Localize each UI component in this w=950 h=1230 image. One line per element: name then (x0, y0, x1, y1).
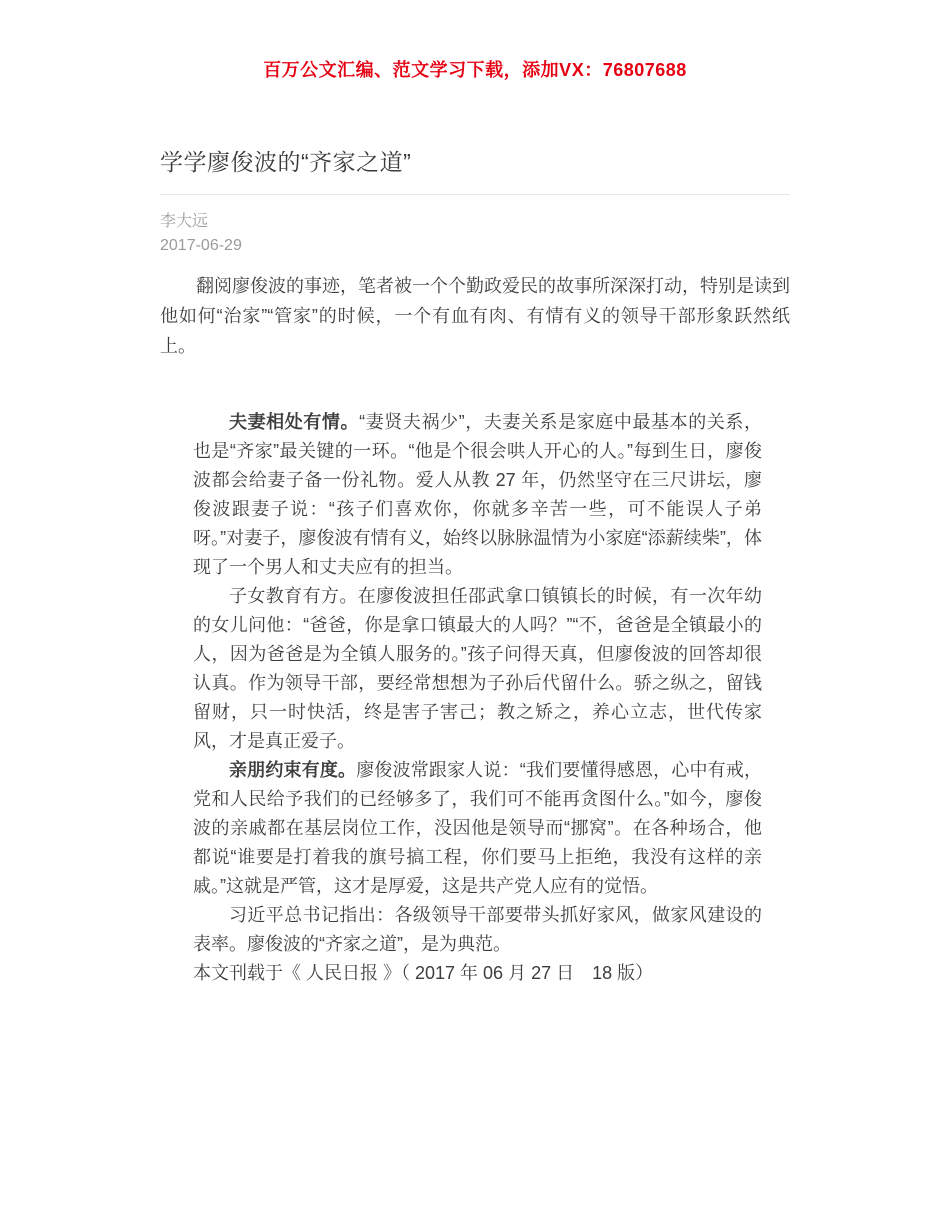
byline (160, 210, 790, 258)
paragraph-relatives-text: 廖俊波常跟家人说：“我们要懂得感恩，心中有戒，党和人民给予我们的已经够多了，我们可不能再贪图什么。”如今，廖俊波的亲戚都在基层岗位工作，没因他是领导而“挪窝”。在各种场合，他都说“谁要是打着我的旗号搞工程，你们要马上拒绝，我没有这样的亲戚。”这就是严管，这才是厚爱，这是共产党人应有的觉悟。 (193, 760, 763, 896)
publish-date: 2017-06-29 (160, 237, 242, 254)
intro-paragraph: 翻阅廖俊波的事迹，笔者被一个个勤政爱民的故事所深深打动，特别是读到他如何“治家”“管家”的时候，一个有血有肉、有情有义的领导干部形象跃然纸上。 (160, 276, 790, 356)
paragraph-children-lead: 子女教育有方。 (229, 586, 358, 606)
page-title: 学学廖俊波的“齐家之道” (160, 149, 412, 175)
author-name: 李大远 (160, 213, 209, 230)
source-line: 本文刊载于《 人民日报 》（ 2017 年 06 月 27 日 18 版） (193, 963, 654, 983)
title-divider (160, 194, 790, 195)
paragraph-relatives (193, 756, 762, 901)
paragraph-couple-lead: 夫妻相处有情。 (229, 412, 360, 432)
paragraph-couple-text: “妻贤夫祸少”，夫妻关系是家庭中最基本的关系，也是“齐家”最关键的一环。“他是个很会哄人开心的人。”每到生日，廖俊波都会给妻子备一份礼物。爱人从教 27 年，仍然坚守在三尺讲坛，廖俊波跟妻子说：“孩子们喜欢你，你就多辛苦一些，可不能误人子弟呀。”对妻子，廖俊波有情有义，始终以脉脉温情为小家庭“添薪续柴”，体现了一个男人和丈夫应有的担当。 (193, 412, 762, 577)
paragraph-conclusion-text: 习近平总书记指出：各级领导干部要带头抓好家风，做家风建设的表率。廖俊波的“齐家之道”，是为典范。 (193, 905, 762, 954)
promo-banner: 百万公文汇编、范文学习下载，添加VX：76807688 (263, 60, 687, 80)
paragraph-children-text: 在廖俊波担任邵武拿口镇镇长的时候，有一次年幼的女儿问他：“爸爸，你是拿口镇最大的人吗？”“不，爸爸是全镇最小的人，因为爸爸是为全镇人服务的。”孩子问得天真，但廖俊波的回答却很认真。作为领导干部，要经常想想为子孙后代留什么。骄之纵之，留钱留财，只一时快活，终是害子害己；教之矫之，养心立志，世代传家风，才是真正爱子。 (193, 586, 762, 751)
paragraph-conclusion (193, 901, 762, 959)
article-body (193, 408, 762, 988)
article (0, 144, 950, 988)
paragraph-relatives-lead: 亲朋约束有度。 (229, 760, 357, 780)
paragraph-couple (193, 408, 762, 582)
paragraph-children (193, 582, 762, 756)
